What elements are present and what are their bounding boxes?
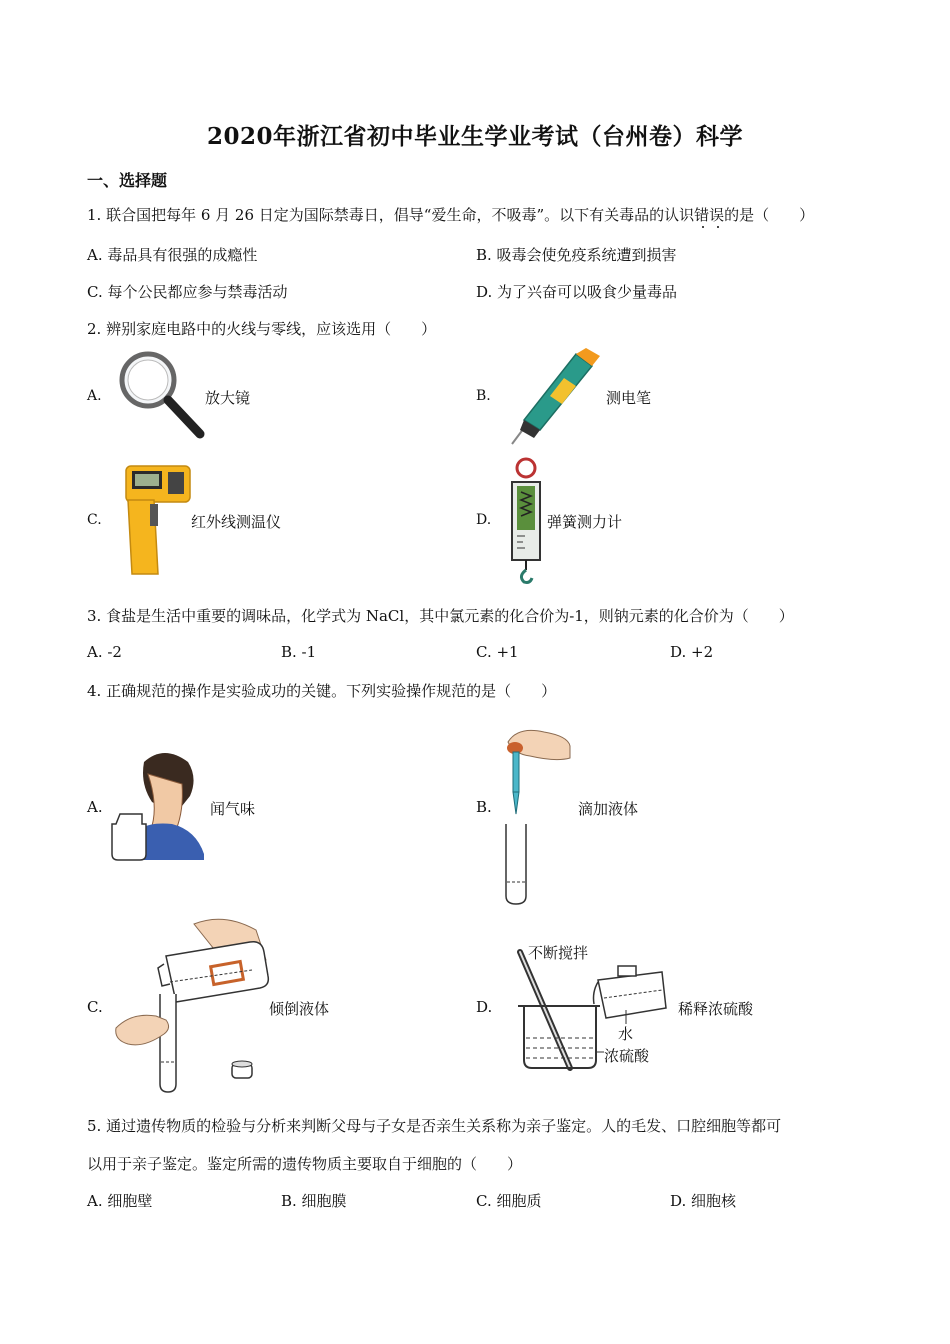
emphasis-char-1: 错	[694, 206, 710, 224]
stir-label: 不断搅拌	[528, 944, 589, 962]
q4-option-a-caption: 闻气味	[210, 800, 256, 818]
emphasis-char-2: 误	[709, 206, 725, 224]
q1-option-b[interactable]: B. 吸毒会使免疫系统遭到损害	[476, 246, 677, 264]
dropper-illustration	[500, 722, 572, 906]
q1-option-a[interactable]: A. 毒品具有很强的成瘾性	[87, 246, 258, 264]
q2-option-b-caption: 测电笔	[606, 389, 652, 407]
q2-option-a-caption: 放大镜	[205, 389, 251, 407]
q4-option-b-letter[interactable]: B.	[476, 798, 492, 816]
q5-option-a[interactable]: A. 细胞壁	[87, 1192, 153, 1210]
q2-option-d-letter[interactable]: D.	[476, 512, 492, 528]
question-4-stem: 4. 正确规范的操作是实验成功的关键。下列实验操作规范的是（ ）	[87, 682, 557, 700]
q4-option-a-letter[interactable]: A.	[87, 798, 103, 816]
q1-option-d[interactable]: D. 为了兴奋可以吸食少量毒品	[476, 283, 678, 301]
pour-liquid-illustration	[112, 912, 272, 1092]
q2-option-b-letter[interactable]: B.	[476, 388, 491, 404]
q3-option-a[interactable]: A. -2	[87, 643, 122, 661]
question-1-stem-end: 的是（ ）	[724, 206, 815, 224]
question-3-stem: 3. 食盐是生活中重要的调味品，化学式为 NaCl，其中氯元素的化合价为-1，则钠元素的化合价为（ ）	[87, 607, 794, 625]
q4-option-c-letter[interactable]: C.	[87, 998, 103, 1016]
q3-option-c[interactable]: C. +1	[476, 643, 519, 661]
question-2-stem: 2. 辨别家庭电路中的火线与零线，应该选用（ ）	[87, 320, 437, 338]
q3-option-b[interactable]: B. -1	[281, 643, 317, 661]
q2-option-c-caption: 红外线测温仪	[191, 513, 282, 531]
spring-scale-icon	[506, 456, 546, 586]
section-heading: 一、选择题	[87, 171, 168, 190]
q2-option-d-caption: 弹簧测力计	[547, 513, 623, 531]
water-label: 水	[618, 1025, 634, 1043]
page-title: 2020年浙江省初中毕业生学业考试（台州卷）科学	[206, 123, 743, 150]
ir-thermometer-icon	[120, 462, 192, 578]
test-pen-icon	[510, 348, 610, 446]
acid-label: 浓硫酸	[604, 1047, 650, 1065]
q5-option-b[interactable]: B. 细胞膜	[281, 1192, 347, 1210]
q1-option-c[interactable]: C. 每个公民都应参与禁毒活动	[87, 283, 288, 301]
question-1-stem-text: 1. 联合国把每年 6 月 26 日定为国际禁毒日，倡导“爱生命，不吸毒”。以下有关毒品的认识	[87, 206, 695, 224]
question-5-stem-line1: 5. 通过遗传物质的检验与分析来判断父母与子女是否亲生关系称为亲子鉴定。人的毛发、口腔细胞等都可	[87, 1117, 782, 1135]
question-1-stem	[87, 204, 814, 225]
q5-option-c[interactable]: C. 细胞质	[476, 1192, 542, 1210]
q3-option-d[interactable]: D. +2	[670, 643, 714, 661]
q2-option-a-letter[interactable]: A.	[87, 388, 102, 404]
q5-option-d[interactable]: D. 细胞核	[670, 1192, 737, 1210]
q2-option-c-letter[interactable]: C.	[87, 512, 102, 528]
question-5-stem-line2: 以用于亲子鉴定。鉴定所需的遗传物质主要取自于细胞的（ ）	[87, 1155, 523, 1173]
q4-option-b-caption: 滴加液体	[578, 800, 639, 818]
q4-option-c-caption: 倾倒液体	[269, 1000, 330, 1018]
magnifier-icon	[116, 350, 208, 442]
q4-option-d-caption: 稀释浓硫酸	[678, 1000, 754, 1018]
smell-gas-illustration	[114, 744, 210, 860]
q4-option-d-letter[interactable]: D.	[476, 998, 493, 1016]
